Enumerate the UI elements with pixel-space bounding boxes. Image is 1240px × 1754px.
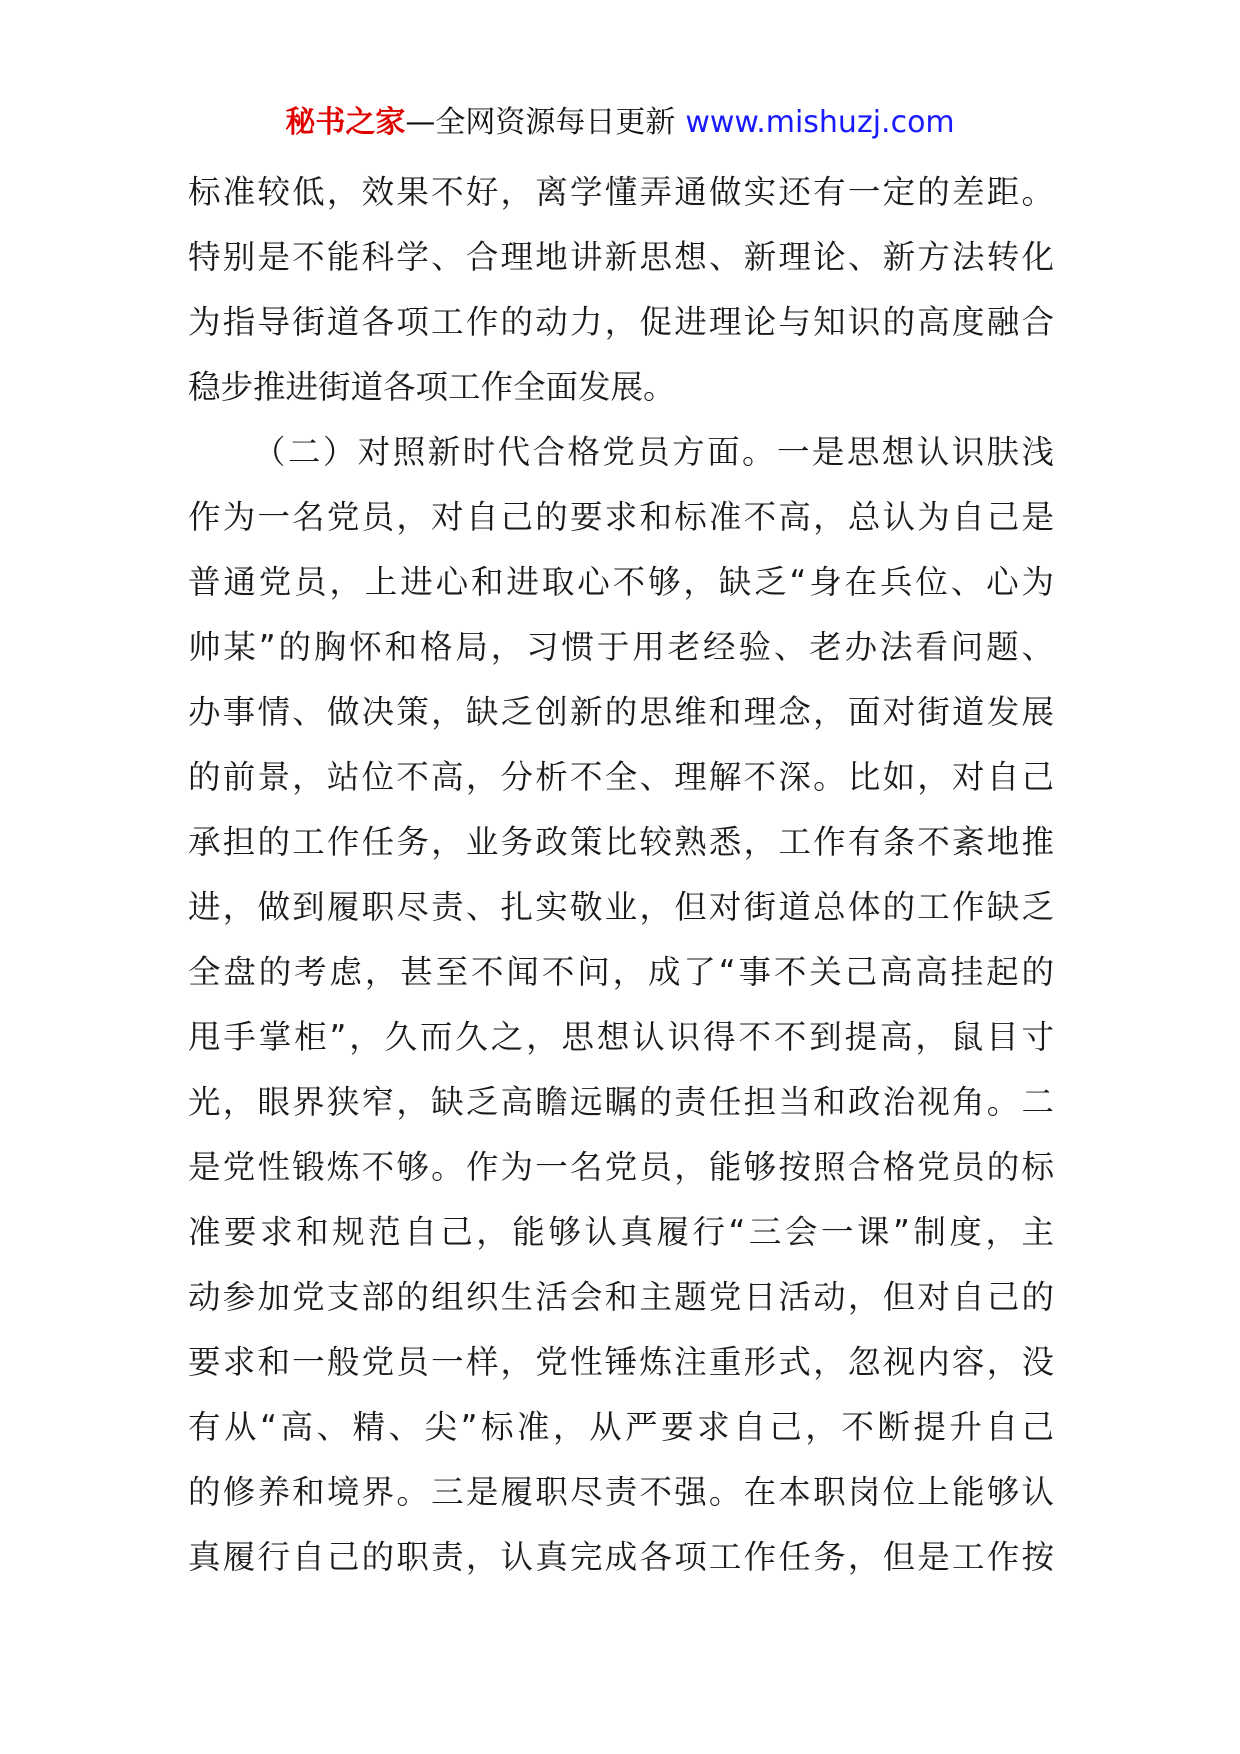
text-line: 进，做到履职尽责、扎实敬业，但对街道总体的工作缺乏 bbox=[188, 888, 1054, 926]
text-line: 光，眼界狭窄，缺乏高瞻远瞩的责任担当和政治视角。二 bbox=[188, 1083, 1054, 1121]
text-line: 动参加党支部的组织生活会和主题党日活动，但对自己的 bbox=[188, 1278, 1054, 1316]
header-tagline: —全网资源每日更新 bbox=[405, 105, 676, 140]
text-line: 真履行自己的职责，认真完成各项工作任务，但是工作按 bbox=[188, 1538, 1054, 1576]
text-line: 特别是不能科学、合理地讲新思想、新理论、新方法转化 bbox=[188, 238, 1054, 276]
text-line: 为指导街道各项工作的动力，促进理论与知识的高度融合 bbox=[188, 303, 1054, 341]
text-line: 的前景，站位不高，分析不全、理解不深。比如，对自己 bbox=[188, 758, 1054, 796]
text-line: 帅某”的胸怀和格局，习惯于用老经验、老办法看问题、 bbox=[188, 628, 1054, 666]
text-line: 办事情、做决策，缺乏创新的思维和理念，面对街道发展 bbox=[188, 693, 1054, 731]
text-line: 是党性锻炼不够。作为一名党员，能够按照合格党员的标 bbox=[188, 1148, 1054, 1186]
text-line: 作为一名党员，对自己的要求和标准不高，总认为自己是 bbox=[188, 498, 1054, 536]
text-line: 有从“高、精、尖”标准，从严要求自己，不断提升自己 bbox=[188, 1408, 1054, 1446]
site-url-link[interactable]: www.mishuzj.com bbox=[685, 105, 955, 140]
text-line: 的修养和境界。三是履职尽责不强。在本职岗位上能够认 bbox=[188, 1473, 1054, 1511]
text-line: 稳步推进街道各项工作全面发展。 bbox=[188, 368, 676, 406]
brand-name: 秘书之家 bbox=[285, 105, 406, 140]
text-line: 甩手掌柜”，久而久之，思想认识得不不到提高，鼠目寸 bbox=[188, 1018, 1054, 1056]
text-line: 准要求和规范自己，能够认真履行“三会一课”制度，主 bbox=[188, 1213, 1054, 1251]
text-line: 普通党员，上进心和进取心不够，缺乏“身在兵位、心为 bbox=[188, 563, 1054, 601]
text-line: 承担的工作任务，业务政策比较熟悉，工作有条不紊地推 bbox=[188, 823, 1054, 861]
page-header bbox=[0, 100, 1240, 146]
text-line: 标准较低，效果不好，离学懂弄通做实还有一定的差距。 bbox=[188, 173, 1054, 211]
document-body bbox=[188, 160, 1054, 1590]
text-line: 要求和一般党员一样，党性锤炼注重形式，忽视内容，没 bbox=[188, 1343, 1054, 1381]
paragraph-start-line: （二）对照新时代合格党员方面。一是思想认识肤浅 bbox=[253, 433, 1054, 471]
text-line: 全盘的考虑，甚至不闻不问，成了“事不关己高高挂起的 bbox=[188, 953, 1054, 991]
